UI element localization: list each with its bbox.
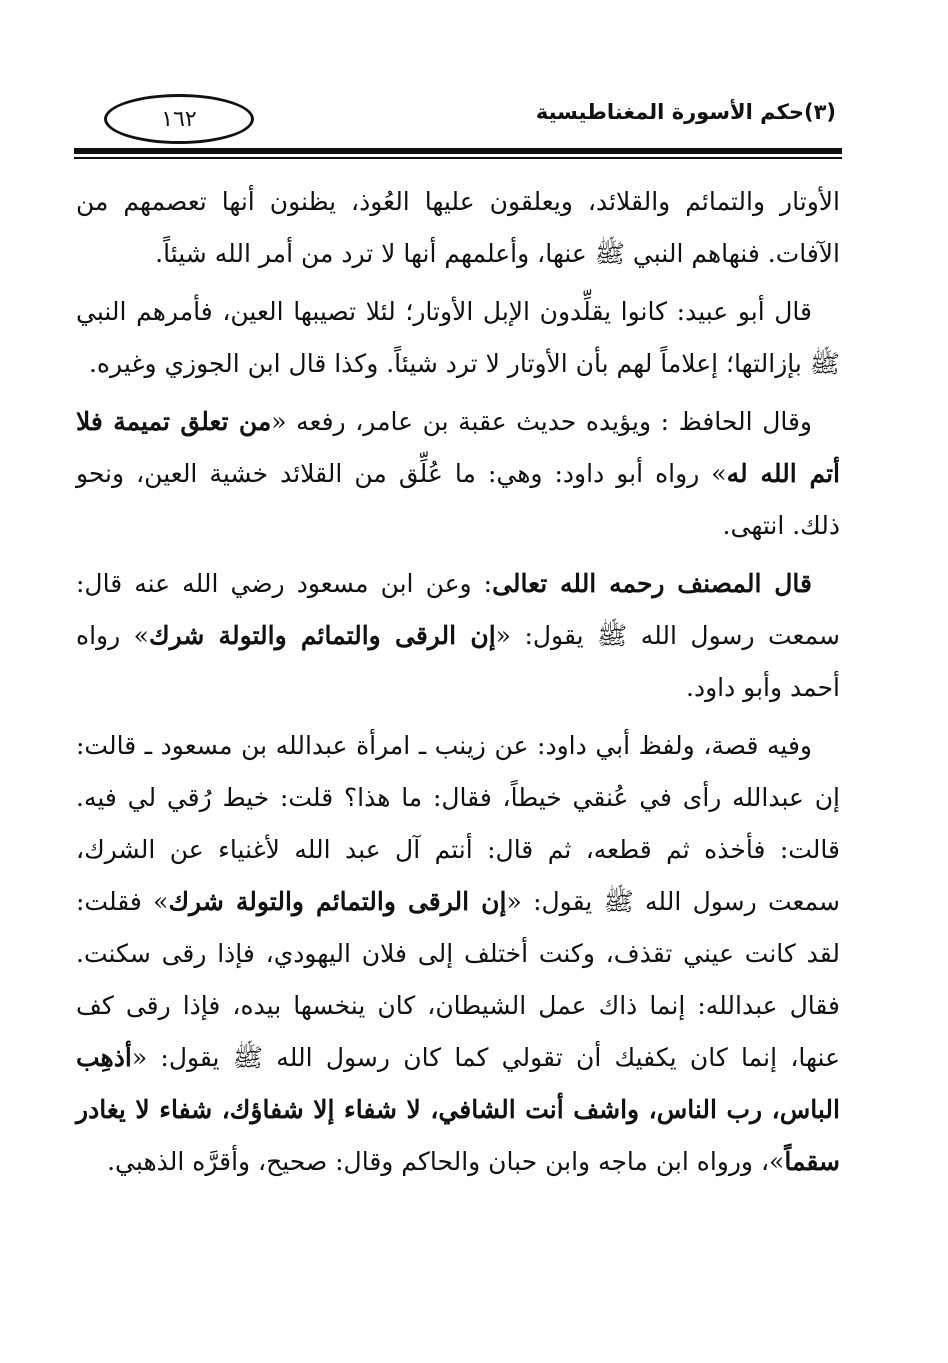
page-body [76, 176, 840, 1194]
header-rule-thin [74, 157, 842, 159]
text-segment: الأوتار والتمائم والقلائد، ويعلقون عليها العُوذ، يظنون أنها تعصمهم من الآفات. فنهاهم النبي ﷺ عنها، وأعلمهم أنها لا ترد من أمر الله شيئاً. [76, 187, 840, 268]
paragraph [76, 396, 840, 552]
hadith-quote: إن الرقى والتمائم والتولة شرك [168, 887, 507, 916]
text-segment: »، ورواه ابن ماجه وابن حبان والحاكم وقال: صحيح، وأقرَّه الذهبي. [107, 1147, 785, 1176]
hadith-quote: من تعلق تميمة فلا أتم الله له [76, 407, 840, 488]
text-segment: » رواه أبو داود: وهي: ما عُلِّق من القلائد خشية العين، ونحو ذلك. انتهى. [76, 459, 840, 540]
paragraph [76, 286, 840, 390]
running-title: (٣)حكم الأسورة المغناطيسية [535, 100, 836, 124]
paragraph [76, 176, 840, 280]
page-header [74, 92, 842, 162]
paragraph [76, 558, 840, 714]
hadith-quote: أذهِب الباس، رب الناس، واشف أنت الشافي، لا شفاء إلا شفاؤك، شفاء لا يغادر سقماً [76, 1043, 840, 1176]
author-heading: قال المصنف رحمه الله تعالى [492, 569, 812, 598]
text-segment: : وعن ابن مسعود رضي الله عنه قال: سمعت رسول الله ﷺ يقول: « [76, 569, 841, 650]
text-segment: وفيه قصة، ولفظ أبي داود: عن زينب ـ امرأة عبدالله بن مسعود ـ قالت: إن عبدالله رأى في عُنقي خيطاً، فقال: ما هذا؟ قلت: خيط رُقي لي فيه. قالت: فأخذه ثم قطعه، ثم قال: أنتم آل عبد الله لأغنياء عن الشرك، سمعت رسول الله ﷺ يقول: « [76, 731, 840, 916]
text-segment: قال أبو عبيد: كانوا يقلِّدون الإبل الأوتار؛ لئلا تصيبها العين، فأمرهم النبي ﷺ بإزالتها؛ إعلاماً لهم بأن الأوتار لا ترد شيئاً. وكذا قال ابن الجوزي وغيره. [76, 297, 840, 378]
hadith-quote: إن الرقى والتمائم والتولة شرك [148, 621, 496, 650]
paragraph [76, 720, 840, 1188]
page-number: ١٦٢ [104, 94, 254, 144]
text-segment: » رواه أحمد وأبو داود. [76, 621, 840, 702]
header-rule [74, 148, 842, 154]
text-segment: » فقلت: لقد كانت عيني تقذف، وكنت أختلف إلى فلان اليهودي، فإذا رقى سكنت. فقال عبدالله: إنما ذاك عمل الشيطان، كان ينخسها بيده، فإذا رقى كف عنها، إنما كان يكفيك أن تقولي كما كان رسول الله ﷺ يقول: « [76, 887, 840, 1072]
text-segment: وقال الحافظ : ويؤيده حديث عقبة بن عامر، رفعه « [271, 407, 812, 436]
